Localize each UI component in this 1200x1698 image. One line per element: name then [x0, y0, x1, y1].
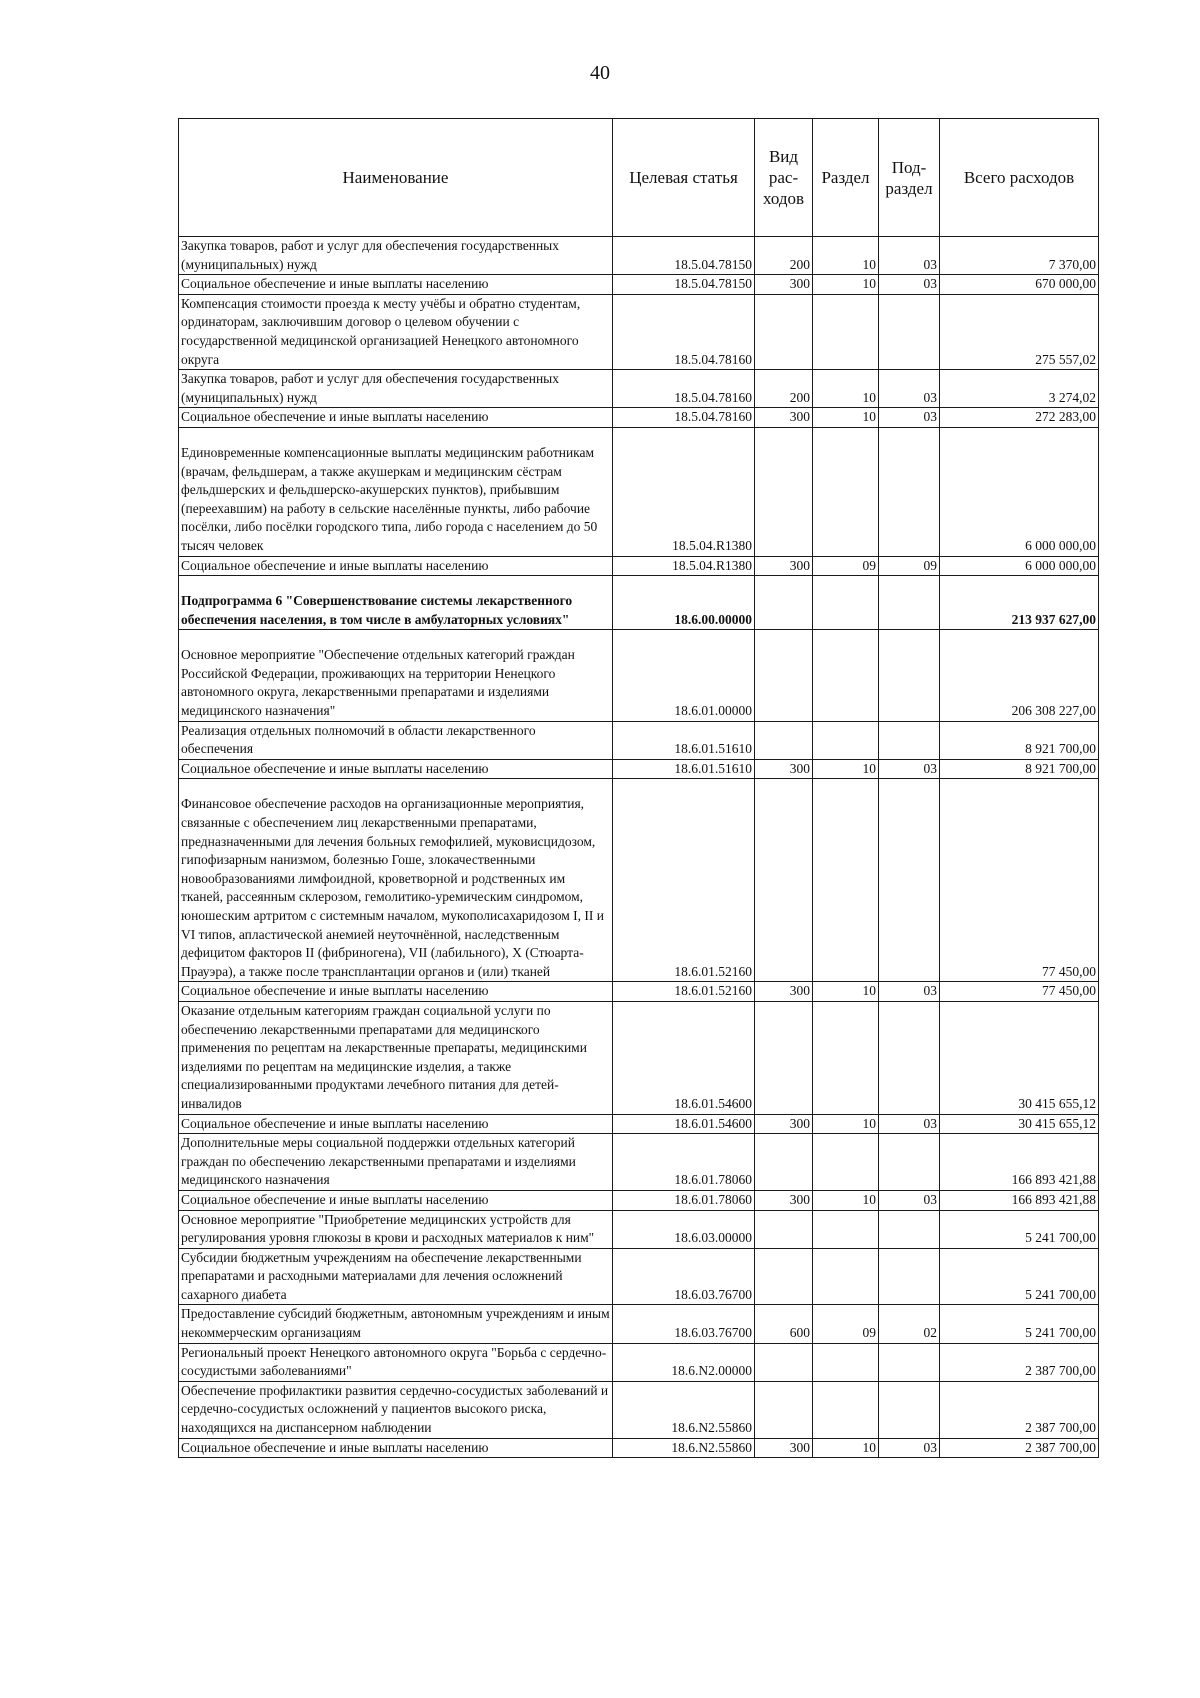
cell-total: 7 370,00	[940, 237, 1099, 275]
table-row	[179, 1001, 1099, 1114]
cell-razdel: 09	[813, 1305, 879, 1343]
table-row	[179, 370, 1099, 408]
cell-total: 670 000,00	[940, 275, 1099, 295]
cell-razdel: 10	[813, 275, 879, 295]
cell-target: 18.5.04.78160	[613, 294, 755, 369]
cell-vid	[755, 294, 813, 369]
cell-vid: 300	[755, 1114, 813, 1134]
cell-podrazdel	[879, 1381, 940, 1438]
table-row	[179, 1210, 1099, 1248]
cell-total: 30 415 655,12	[940, 1114, 1099, 1134]
col-header-razdel: Раздел	[813, 119, 879, 237]
cell-name: Предоставление субсидий бюджетным, автономным учреждениям и иным некоммерческим организациям	[179, 1305, 613, 1343]
cell-vid: 600	[755, 1305, 813, 1343]
table-row	[179, 982, 1099, 1002]
cell-razdel	[813, 576, 879, 630]
col-header-target: Целевая статья	[613, 119, 755, 237]
cell-razdel: 10	[813, 408, 879, 428]
table-row	[179, 721, 1099, 759]
cell-podrazdel: 09	[879, 556, 940, 576]
cell-total: 8 921 700,00	[940, 721, 1099, 759]
cell-podrazdel: 03	[879, 370, 940, 408]
col-header-podrazdel: Под- раздел	[879, 119, 940, 237]
cell-vid: 200	[755, 237, 813, 275]
cell-total: 206 308 227,00	[940, 630, 1099, 721]
cell-razdel	[813, 721, 879, 759]
cell-name: Региональный проект Ненецкого автономного округа "Борьба с сердечно-сосудистыми заболеваниями"	[179, 1343, 613, 1381]
col-header-vid: Вид рас- ходов	[755, 119, 813, 237]
cell-podrazdel: 03	[879, 1190, 940, 1210]
cell-target: 18.6.01.78060	[613, 1190, 755, 1210]
cell-total: 5 241 700,00	[940, 1210, 1099, 1248]
cell-podrazdel	[879, 779, 940, 982]
table-row	[179, 237, 1099, 275]
table-row	[179, 1438, 1099, 1458]
cell-podrazdel	[879, 427, 940, 556]
cell-podrazdel	[879, 1248, 940, 1305]
cell-total: 213 937 627,00	[940, 576, 1099, 630]
table-row	[179, 1114, 1099, 1134]
cell-name: Социальное обеспечение и иные выплаты населению	[179, 1438, 613, 1458]
cell-name: Закупка товаров, работ и услуг для обеспечения государственных (муниципальных) нужд	[179, 370, 613, 408]
cell-name: Закупка товаров, работ и услуг для обеспечения государственных (муниципальных) нужд	[179, 237, 613, 275]
cell-podrazdel: 03	[879, 237, 940, 275]
cell-name: Реализация отдельных полномочий в области лекарственного обеспечения	[179, 721, 613, 759]
cell-name: Компенсация стоимости проезда к месту учёбы и обратно студентам, ординаторам, заключившим договор о целевом обучении с государственной медицинской организацией Ненецкого автономного округа	[179, 294, 613, 369]
cell-total: 5 241 700,00	[940, 1248, 1099, 1305]
cell-razdel: 10	[813, 1114, 879, 1134]
cell-vid	[755, 1001, 813, 1114]
cell-total: 2 387 700,00	[940, 1381, 1099, 1438]
cell-vid: 300	[755, 408, 813, 428]
cell-razdel	[813, 1381, 879, 1438]
cell-razdel: 09	[813, 556, 879, 576]
cell-total: 166 893 421,88	[940, 1190, 1099, 1210]
table-row	[179, 630, 1099, 721]
cell-target: 18.5.04.R1380	[613, 427, 755, 556]
cell-target: 18.6.N2.55860	[613, 1381, 755, 1438]
cell-target: 18.6.01.51610	[613, 721, 755, 759]
table-row	[179, 759, 1099, 779]
cell-podrazdel	[879, 1210, 940, 1248]
table-row	[179, 556, 1099, 576]
cell-podrazdel	[879, 1134, 940, 1191]
col-header-name: Наименование	[179, 119, 613, 237]
table-row	[179, 1248, 1099, 1305]
cell-name: Основное мероприятие "Приобретение медицинских устройств для регулирования уровня глюкозы в крови и расходных материалов к ним"	[179, 1210, 613, 1248]
table-row	[179, 408, 1099, 428]
cell-podrazdel: 03	[879, 1438, 940, 1458]
cell-vid: 200	[755, 370, 813, 408]
page-number: 40	[590, 62, 610, 84]
cell-name: Социальное обеспечение и иные выплаты населению	[179, 1114, 613, 1134]
header-row	[179, 119, 1099, 237]
cell-total: 77 450,00	[940, 982, 1099, 1002]
cell-vid: 300	[755, 759, 813, 779]
cell-razdel: 10	[813, 759, 879, 779]
cell-target: 18.6.01.52160	[613, 779, 755, 982]
cell-vid: 300	[755, 1438, 813, 1458]
cell-target: 18.6.01.51610	[613, 759, 755, 779]
cell-total: 275 557,02	[940, 294, 1099, 369]
cell-total: 30 415 655,12	[940, 1001, 1099, 1114]
cell-target: 18.6.03.76700	[613, 1248, 755, 1305]
table-row	[179, 1190, 1099, 1210]
cell-total: 2 387 700,00	[940, 1343, 1099, 1381]
cell-podrazdel	[879, 721, 940, 759]
cell-target: 18.6.03.00000	[613, 1210, 755, 1248]
cell-vid: 300	[755, 556, 813, 576]
cell-name: Дополнительные меры социальной поддержки отдельных категорий граждан по обеспечению лекарственными препаратами и изделиями медицинского назначения	[179, 1134, 613, 1191]
cell-target: 18.6.00.00000	[613, 576, 755, 630]
cell-target: 18.6.N2.00000	[613, 1343, 755, 1381]
cell-target: 18.5.04.78150	[613, 275, 755, 295]
cell-podrazdel	[879, 576, 940, 630]
cell-target: 18.6.N2.55860	[613, 1438, 755, 1458]
cell-podrazdel	[879, 630, 940, 721]
cell-name: Финансовое обеспечение расходов на организационные мероприятия, связанные с обеспечением лиц лекарственными препаратами, предназначенными для лечения больных гемофилией, муковисцидозом, гипофизарным нанизмом, болезнью Гоше, злокачественными новообразованиями лимфоидной, кроветворной и родственных им тканей, рассеянным склерозом, гемолитико-уремическим синдромом, юношеским артритом с системным началом, мукополисахаридозом I, II и VI типов, апластической анемией неуточнённой, наследственным дефицитом факторов II (фибриногена), VII (лабильного), X (Стюарта-Прауэра), а также после трансплантации органов и (или) тканей	[179, 779, 613, 982]
table-row	[179, 1134, 1099, 1191]
cell-total: 77 450,00	[940, 779, 1099, 982]
cell-vid: 300	[755, 275, 813, 295]
cell-total: 5 241 700,00	[940, 1305, 1099, 1343]
cell-razdel	[813, 427, 879, 556]
cell-target: 18.5.04.78160	[613, 370, 755, 408]
table-row	[179, 779, 1099, 982]
cell-razdel	[813, 294, 879, 369]
cell-target: 18.6.01.00000	[613, 630, 755, 721]
cell-vid	[755, 1134, 813, 1191]
cell-total: 166 893 421,88	[940, 1134, 1099, 1191]
cell-name: Единовременные компенсационные выплаты медицинским работникам (врачам, фельдшерам, а также акушеркам и медицинским сёстрам фельдшерских и фельдшерско-акушерских пунктов), прибывшим (переехавшим) на работу в сельские населённые пункты, либо рабочие посёлки, либо посёлки городского типа, либо города с населением до 50 тысяч человек	[179, 427, 613, 556]
col-header-total: Всего расходов	[940, 119, 1099, 237]
cell-podrazdel: 03	[879, 1114, 940, 1134]
cell-podrazdel: 03	[879, 275, 940, 295]
cell-vid	[755, 630, 813, 721]
cell-name: Субсидии бюджетным учреждениям на обеспечение лекарственными препаратами и расходными материалами для лечения осложнений сахарного диабета	[179, 1248, 613, 1305]
cell-vid	[755, 1248, 813, 1305]
cell-target: 18.5.04.R1380	[613, 556, 755, 576]
cell-razdel	[813, 779, 879, 982]
cell-razdel: 10	[813, 1190, 879, 1210]
cell-vid	[755, 779, 813, 982]
cell-total: 3 274,02	[940, 370, 1099, 408]
cell-razdel: 10	[813, 237, 879, 275]
cell-podrazdel: 03	[879, 982, 940, 1002]
cell-name: Социальное обеспечение и иные выплаты населению	[179, 982, 613, 1002]
cell-target: 18.5.04.78150	[613, 237, 755, 275]
cell-razdel	[813, 630, 879, 721]
cell-razdel	[813, 1210, 879, 1248]
cell-podrazdel: 03	[879, 408, 940, 428]
budget-table	[178, 118, 1099, 1458]
cell-total: 6 000 000,00	[940, 556, 1099, 576]
cell-razdel	[813, 1134, 879, 1191]
cell-vid: 300	[755, 1190, 813, 1210]
cell-razdel: 10	[813, 982, 879, 1002]
cell-target: 18.6.03.76700	[613, 1305, 755, 1343]
cell-name: Основное мероприятие "Обеспечение отдельных категорий граждан Российской Федерации, проживающих на территории Ненецкого автономного округа, лекарственными препаратами и изделиями медицинского назначения"	[179, 630, 613, 721]
cell-razdel	[813, 1343, 879, 1381]
cell-target: 18.6.01.78060	[613, 1134, 755, 1191]
cell-razdel	[813, 1248, 879, 1305]
table-row	[179, 1343, 1099, 1381]
table-row	[179, 427, 1099, 556]
cell-target: 18.6.01.52160	[613, 982, 755, 1002]
cell-target: 18.6.01.54600	[613, 1114, 755, 1134]
cell-podrazdel: 02	[879, 1305, 940, 1343]
cell-name: Социальное обеспечение и иные выплаты населению	[179, 275, 613, 295]
cell-name: Социальное обеспечение и иные выплаты населению	[179, 408, 613, 428]
cell-name: Социальное обеспечение и иные выплаты населению	[179, 759, 613, 779]
table-row	[179, 275, 1099, 295]
cell-name: Социальное обеспечение и иные выплаты населению	[179, 1190, 613, 1210]
cell-vid	[755, 1381, 813, 1438]
table-row	[179, 294, 1099, 369]
cell-name: Подпрограмма 6 "Совершенствование системы лекарственного обеспечения населения, в том числе в амбулаторных условиях"	[179, 576, 613, 630]
cell-vid	[755, 1210, 813, 1248]
cell-razdel: 10	[813, 1438, 879, 1458]
cell-name: Обеспечение профилактики развития сердечно-сосудистых заболеваний и сердечно-сосудистых осложнений у пациентов высокого риска, находящихся на диспансерном наблюдении	[179, 1381, 613, 1438]
cell-vid	[755, 721, 813, 759]
cell-razdel: 10	[813, 370, 879, 408]
table-row	[179, 1381, 1099, 1438]
cell-total: 8 921 700,00	[940, 759, 1099, 779]
cell-razdel	[813, 1001, 879, 1114]
cell-podrazdel	[879, 294, 940, 369]
cell-name: Оказание отдельным категориям граждан социальной услуги по обеспечению лекарственными препаратами для медицинского применения по рецептам на лекарственные препараты, медицинскими изделиями по рецептам на медицинские изделия, а также специализированными продуктами лечебного питания для детей-инвалидов	[179, 1001, 613, 1114]
cell-podrazdel	[879, 1001, 940, 1114]
cell-total: 2 387 700,00	[940, 1438, 1099, 1458]
table-row	[179, 576, 1099, 630]
cell-vid	[755, 1343, 813, 1381]
cell-vid	[755, 576, 813, 630]
cell-vid: 300	[755, 982, 813, 1002]
cell-vid	[755, 427, 813, 556]
cell-name: Социальное обеспечение и иные выплаты населению	[179, 556, 613, 576]
cell-podrazdel: 03	[879, 759, 940, 779]
cell-target: 18.5.04.78160	[613, 408, 755, 428]
cell-total: 272 283,00	[940, 408, 1099, 428]
table-row	[179, 1305, 1099, 1343]
cell-target: 18.6.01.54600	[613, 1001, 755, 1114]
cell-podrazdel	[879, 1343, 940, 1381]
cell-total: 6 000 000,00	[940, 427, 1099, 556]
